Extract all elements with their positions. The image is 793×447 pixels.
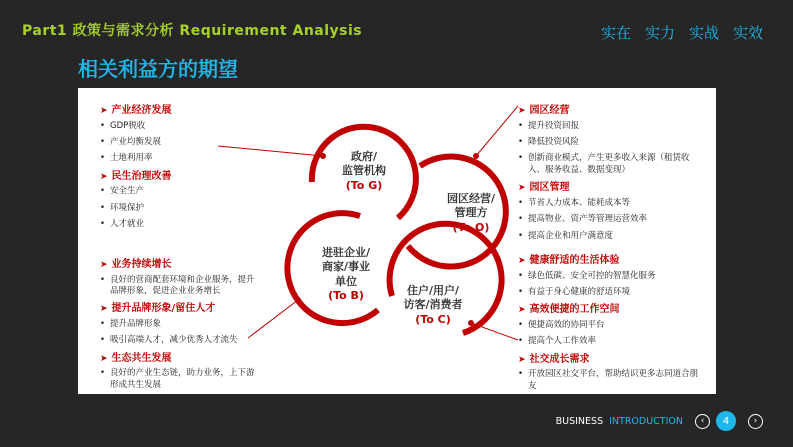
circle-label-park: 园区经营/ 管理方 (To O) — [446, 192, 496, 234]
footer-business: BUSINESS — [555, 415, 604, 427]
arrow-right-icon: ➤ — [100, 105, 108, 116]
section-heading: ➤ 园区管理 — [518, 182, 570, 194]
biz-expectations — [100, 256, 262, 396]
page-title: 相关利益方的期望 — [78, 57, 238, 81]
footer — [556, 411, 763, 431]
list-item: • 提高物业、资产等管理运营效率 — [518, 214, 698, 225]
list-item: • 吸引高端人才，减少优秀人才流失 — [100, 335, 262, 346]
section-heading: ➤ 社交成长需求 — [518, 353, 590, 365]
list-item: • 良好的营商配套环境和企业服务，提升品牌形象，促进企业业务增长 — [100, 275, 262, 298]
slogan-word: 实力 — [644, 24, 675, 42]
slogan — [601, 22, 763, 43]
list-item: • 有益于身心健康的舒适环境 — [518, 287, 698, 298]
content-panel — [78, 88, 716, 394]
list-item: • 开放园区社交平台，帮助结识更多志同道合朋友 — [518, 369, 698, 392]
section-heading: ➤ 园区经营 — [518, 105, 570, 116]
arrow-right-icon: ➤ — [518, 354, 526, 365]
section-heading: ➤ 健康舒适的生活体验 — [518, 255, 620, 266]
list-item: • 提升品牌形象 — [100, 319, 262, 330]
arrow-right-icon: ➤ — [518, 255, 526, 266]
gov-expectations — [100, 102, 270, 236]
list-item: • 人才就业 — [100, 219, 270, 230]
circle-label-biz: 进驻企业/ 商家/事业 单位 (To B) — [321, 246, 371, 302]
arrow-right-icon: ➤ — [100, 259, 108, 270]
slogan-word: 实在 — [600, 24, 631, 42]
list-item: • 创新商业模式，产生更多收入来源（租赁收入、服务收益、数据变现） — [518, 153, 698, 176]
page-number: 4 — [716, 411, 736, 431]
list-item: • 环境保护 — [100, 203, 270, 214]
list-item: • 良好的产业生态链，助力业务，上下游形成共生发展 — [100, 368, 262, 391]
list-item: • 降低投资风险 — [518, 137, 698, 148]
slogan-word: 实战 — [688, 24, 719, 42]
connector-dot — [474, 154, 479, 159]
circle-label-gov: 政府/ 监管机构 (To G) — [342, 150, 386, 192]
section-heading: ➤ 高效便捷的工作空间 — [518, 304, 620, 316]
connector-line — [476, 106, 518, 156]
arrow-right-icon: ➤ — [100, 171, 108, 182]
footer-introduction: INTRODUCTION — [609, 415, 683, 427]
park-expectations — [518, 102, 698, 247]
chevron-right-icon[interactable]: › — [748, 414, 763, 429]
section-header: Part1 政策与需求分析 Requirement Analysis — [22, 23, 363, 39]
list-item: • 便捷高效的协同平台 — [518, 320, 698, 331]
list-item: • 产业均衡发展 — [100, 137, 270, 148]
arrow-right-icon: ➤ — [100, 304, 108, 315]
user-expectations — [518, 252, 698, 397]
section-heading: ➤ 业务持续增长 — [100, 259, 172, 270]
arrow-right-icon: ➤ — [518, 305, 526, 316]
section-heading: ➤ 产业经济发展 — [100, 105, 172, 116]
section-heading: ➤ 生态共生发展 — [100, 352, 172, 364]
list-item: • 绿色低碳、安全可控的智慧化服务 — [518, 271, 698, 282]
arrow-right-icon: ➤ — [100, 353, 108, 364]
chevron-left-icon[interactable]: ‹ — [695, 414, 710, 429]
list-item: • GDP税收 — [100, 121, 270, 132]
list-item: • 提升投资回报 — [518, 121, 698, 132]
arrow-right-icon: ➤ — [518, 105, 526, 116]
slogan-word: 实效 — [732, 24, 763, 42]
arrow-right-icon: ➤ — [518, 183, 526, 194]
list-item: • 土地利用率 — [100, 153, 270, 164]
list-item: • 提高企业和用户满意度 — [518, 231, 698, 242]
list-item: • 安全生产 — [100, 186, 270, 197]
list-item: • 提高个人工作效率 — [518, 336, 698, 347]
section-heading: ➤ 提升品牌形象/留住人才 — [100, 303, 216, 315]
circle-label-user: 住户/用户/ 访客/消费者 (To C) — [403, 284, 463, 326]
section-heading: ➤ 民生治理改善 — [100, 170, 172, 182]
list-item: • 节省人力成本、能耗成本等 — [518, 198, 698, 209]
